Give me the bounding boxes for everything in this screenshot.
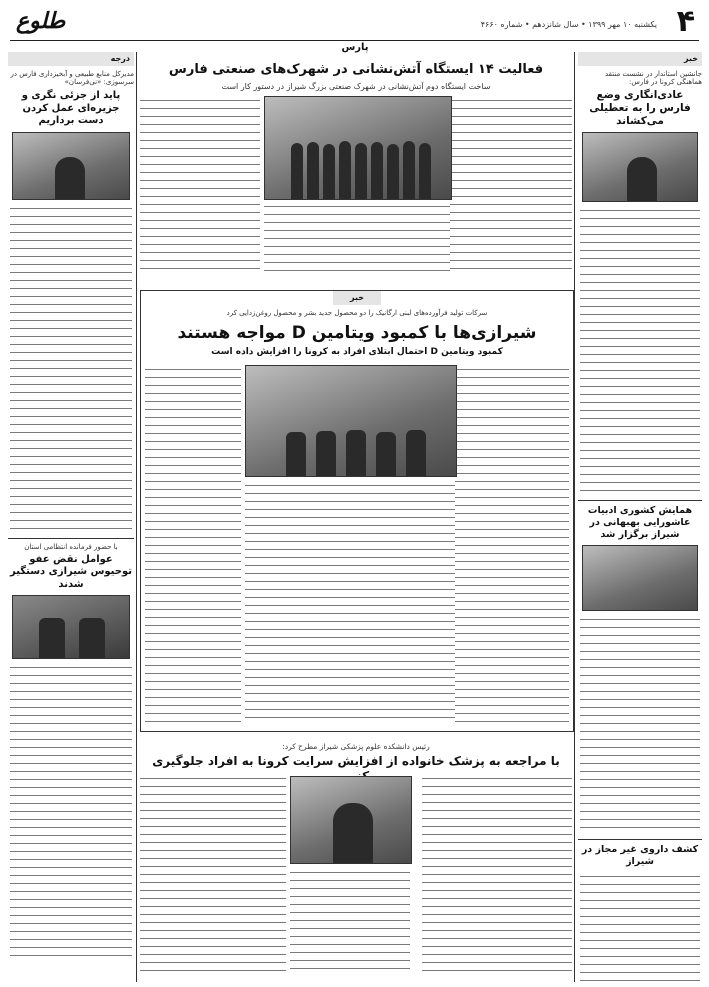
right-story2-body — [580, 615, 700, 835]
bottom-story-body-right — [422, 774, 572, 974]
bottom-story-body-left — [140, 774, 286, 974]
main-story-body-middle — [245, 481, 455, 725]
main-story-kicker: سرکات تولید فرآورده‌های لبنی ارگانیک را دو محصول جدید بشر و محصول روغن‌زدایی کرد — [226, 309, 488, 317]
top-story-body-left — [140, 96, 260, 276]
column-rule-right — [574, 52, 575, 982]
right-column-label: خبر — [578, 52, 702, 66]
right-story1-kicker: جانشین استاندار در نشست منتقد هماهنگی کرونا در فارس: — [605, 70, 702, 86]
top-story-subtitle: ساخت ایستگاه دوم آتش‌نشانی در شهرک صنعتی بزرگ شیراز در دستور کار است — [221, 82, 491, 92]
main-story-subtitle: کمبود ویتامین D احتمال ابتلای افراد به کرونا را افزایش داده است — [211, 347, 503, 358]
newspaper-logo: طلوع — [16, 8, 66, 34]
left-story1-title: پاید از جزئی نگری و جزیره‌ای عمل کردن دست برداریم — [21, 90, 121, 126]
page-number: ۴ — [676, 4, 695, 39]
left-story1-body — [10, 204, 132, 534]
main-story-photo — [245, 365, 457, 477]
left-story2-photo — [12, 595, 130, 659]
issue-meta: یکشنبه ۱۰ مهر ۱۳۹۹ • سال شانزدهم • شماره ۴۶۶۰ — [480, 20, 657, 29]
column-rule-left — [136, 52, 137, 982]
main-story-title: شیرازی‌ها با کمبود ویتامین D مواجه هستند — [177, 323, 537, 343]
left-story2-body — [10, 663, 132, 963]
left-story2-kicker: با حضور فرمانده انتظامی استان — [24, 542, 118, 551]
main-story-body-right — [451, 365, 569, 725]
main-story-label: خبر — [333, 291, 381, 305]
right-column — [578, 52, 702, 982]
left-story2-title: عوامل نقض عفو توحیوس شیرازی دستگیر شدند — [10, 553, 132, 590]
main-story-box — [140, 290, 574, 732]
right-story1-title: عادی‌انگاری وضع فارس را به تعطیلی می‌کشاند — [589, 89, 691, 128]
bottom-story-kicker: رئیس دانشکده علوم پزشکی شیراز مطرح کرد: — [282, 742, 430, 751]
right-story2-title: همایش کشوری ادبیات عاشورایی بهبهانی در شیراز برگزار شد — [587, 505, 693, 541]
right-story1-photo — [582, 132, 698, 202]
page-header — [10, 6, 699, 41]
main-story-body-left — [145, 365, 241, 725]
right-story1-body — [580, 206, 700, 496]
right-story3-body — [580, 872, 700, 982]
left-column — [8, 52, 134, 982]
top-story — [140, 52, 572, 282]
left-story1-kicker: مدیرکل منابع طبیعی و آبخیزداری فارس در سرسوزی: «نی‌فرسان» — [10, 70, 134, 86]
top-story-photo — [264, 96, 452, 200]
left-story1-photo — [12, 132, 130, 200]
top-story-title: فعالیت ۱۴ ایستگاه آتش‌نشانی در شهرک‌های صنعتی فارس — [168, 62, 544, 77]
top-story-body-right — [450, 96, 572, 276]
bottom-story — [140, 738, 572, 978]
top-story-body-middle — [264, 202, 450, 276]
bottom-story-body-middle — [290, 868, 410, 974]
right-story2-photo — [582, 545, 698, 611]
right-story3-title: کشف داروی غیر مجاز در شیراز — [581, 844, 699, 867]
section-title: پارس — [341, 42, 369, 53]
bottom-story-title: با مراجعه به پزشک خانواده از افزایش سرایت کرونا به افراد جلوگیری — [152, 754, 560, 768]
bottom-story-photo — [290, 776, 412, 864]
left-column-label: درجه — [8, 52, 134, 66]
